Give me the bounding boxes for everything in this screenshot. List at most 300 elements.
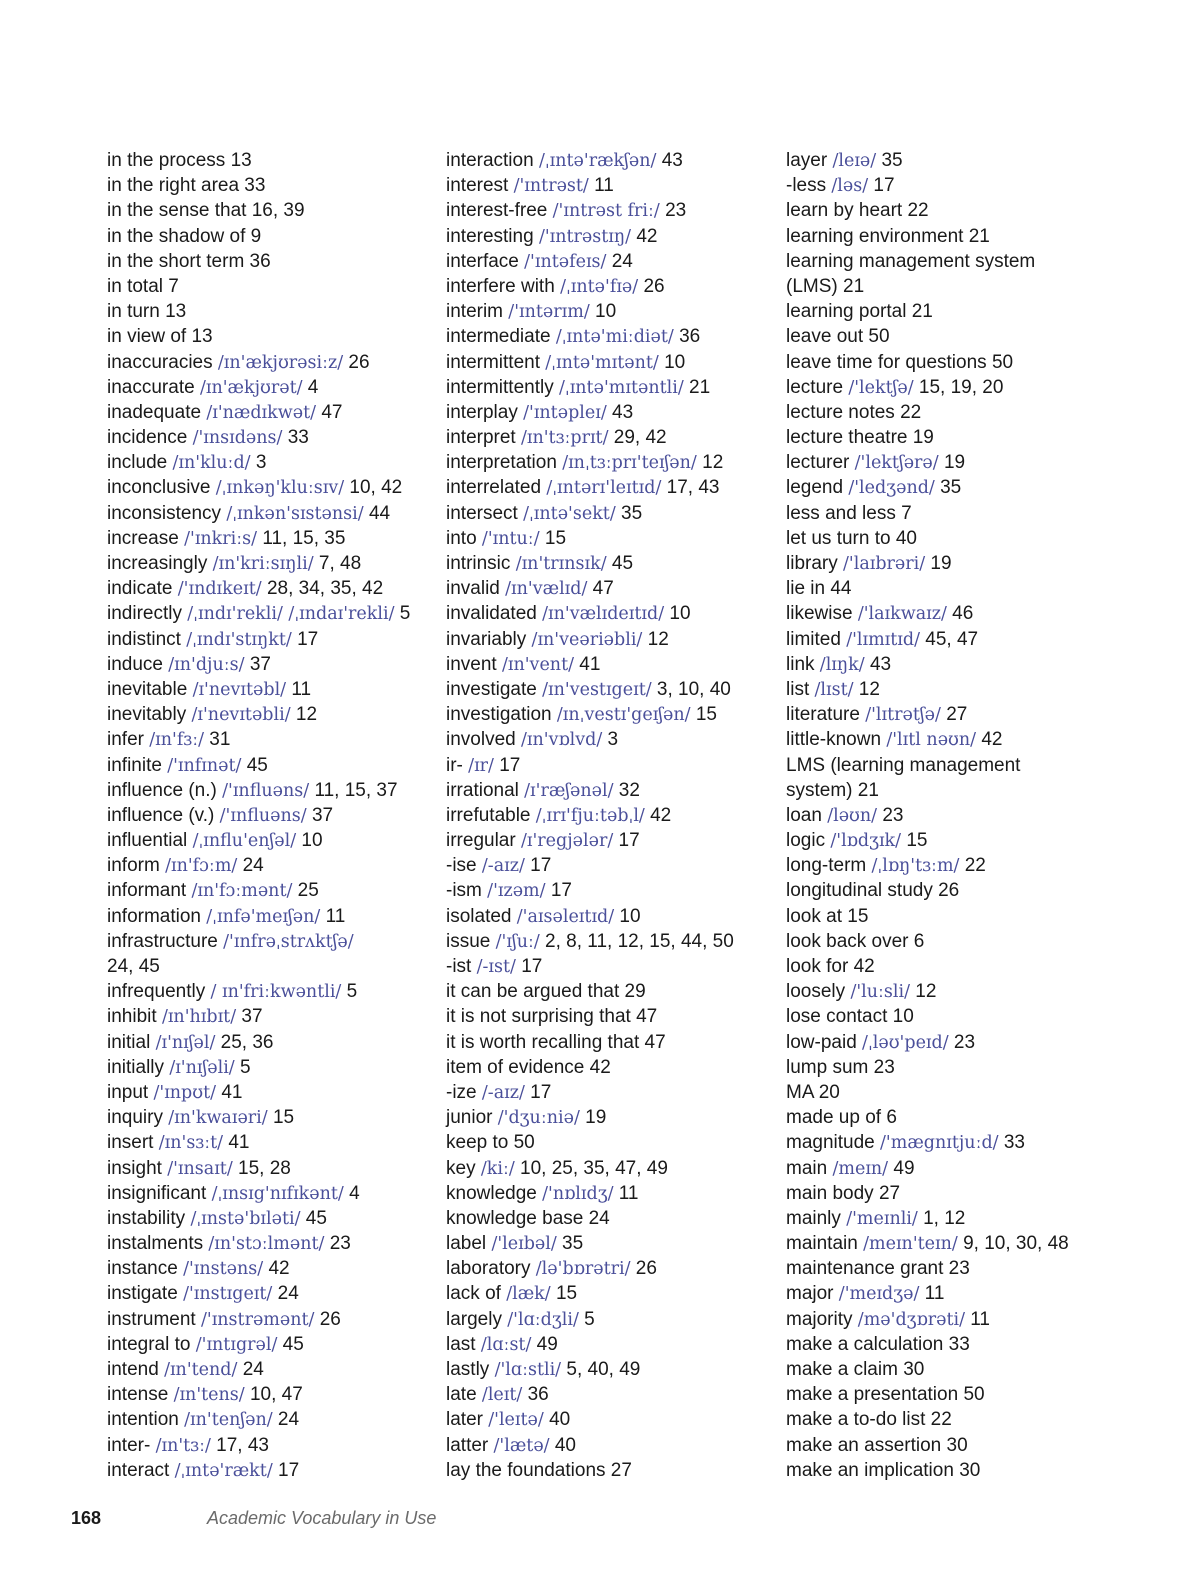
entry-headword: inhibit [107,1006,157,1028]
index-entry [446,1433,776,1458]
entry-unit-numbers: 17 [530,855,552,877]
index-entry [446,350,776,375]
entry-pronunciation: /ɪn'tɜːprɪt/ [520,428,609,449]
index-entry [446,1332,776,1357]
index-entry [446,299,776,324]
entry-headword: inevitably [107,704,187,726]
entry-pronunciation: /ɪn'stɔːlmənt/ [208,1234,325,1255]
index-entry [786,375,1116,400]
entry-unit-numbers: 17 [550,880,572,902]
index-entry [786,425,1116,450]
entry-pronunciation: /ɪn'kluːd/ [172,453,251,474]
entry-pronunciation: /'laɪkwaɪz/ [857,604,947,625]
entry-pronunciation: /ɪn'vestɪgeɪt/ [542,679,652,700]
index-entry [107,526,437,551]
index-entry [786,853,1116,878]
index-entry [107,198,437,223]
entry-headword: isolated [446,905,512,927]
entry-unit-numbers: 24 [277,1283,299,1305]
entry-unit-numbers: 42 [650,804,672,826]
entry-text: let us turn to 40 [786,527,917,549]
index-entry [446,1458,776,1483]
entry-unit-numbers: 10 [619,905,641,927]
entry-headword: intend [107,1359,159,1380]
index-entry [107,1055,437,1080]
entry-headword: literature [786,704,860,726]
entry-headword: inform [107,855,160,877]
entry-unit-numbers: 35 [881,150,903,171]
entry-headword: interplay [446,401,518,423]
entry-headword: initially [107,1056,165,1078]
entry-headword: issue [446,930,491,952]
entry-unit-numbers: 15 [272,1107,295,1129]
entry-headword: instalments [107,1233,204,1255]
index-entry [786,1433,1116,1458]
entry-pronunciation: /ˌlɒŋ'tɜːm/ [871,856,960,877]
entry-headword: inconsistency [107,502,222,524]
entry-pronunciation: /'lɪtrətʃə/ [865,705,941,726]
entry-headword: interesting [446,225,534,247]
index-column-1 [107,148,437,1483]
entry-unit-numbers: 15 [906,830,928,852]
index-entry [786,1080,1116,1105]
entry-pronunciation: /leɪə/ [832,151,877,171]
entry-headword: last [446,1333,476,1355]
entry-pronunciation: /'meɪdʒə/ [838,1284,920,1305]
entry-headword: -ist [446,956,472,977]
index-entry [446,878,776,903]
entry-headword: inevitable [107,678,188,700]
index-entry [446,1382,776,1407]
entry-unit-numbers: 41 [228,1132,250,1154]
entry-text: (LMS) 21 [786,275,865,297]
entry-pronunciation: /ˌɪntə'mɪtəntli/ [558,377,684,398]
entry-text: knowledge base 24 [446,1207,610,1229]
entry-unit-numbers: 27 [946,704,968,726]
entry-pronunciation: /'ɪntrəst/ [513,176,589,197]
entry-headword: maintain [786,1233,858,1255]
index-entry [107,1130,437,1155]
entry-headword: investigation [446,704,552,726]
entry-unit-numbers: 28, 34, 35, 42 [266,578,384,600]
entry-text: in total 7 [107,275,179,297]
entry-headword: knowledge [446,1182,537,1204]
entry-unit-numbers: 24 [611,250,633,272]
entry-headword: main [786,1157,828,1179]
entry-headword: lecture [786,376,844,398]
entry-pronunciation: /ɪn'kriːsɪŋli/ [212,554,314,574]
entry-headword: loan [786,804,822,826]
entry-headword: involved [446,729,516,751]
entry-unit-numbers: 37 [249,653,271,675]
entry-pronunciation: /ɪnˌvestɪ'geɪʃən/ [556,705,691,726]
entry-pronunciation: /ɪn'fɔːm/ [165,856,238,877]
entry-pronunciation: /ɪ'nevɪtəbli/ [191,705,291,726]
index-entry [107,1004,437,1029]
index-entry [786,601,1116,626]
entry-headword: -less [786,175,827,197]
entry-headword: late [446,1384,477,1406]
entry-headword: little-known [786,729,882,751]
entry-unit-numbers: 11 [924,1283,945,1305]
index-entry [446,929,776,954]
index-entry [446,778,776,803]
entry-pronunciation: /ɪn'tenʃən/ [184,1410,273,1431]
index-entry [107,1080,437,1105]
entry-headword: later [446,1409,483,1431]
entry-unit-numbers: 43 [612,401,634,423]
entry-unit-numbers: 10, 25, 35, 47, 49 [520,1157,668,1179]
index-entry [786,400,1116,425]
entry-headword: largely [446,1308,502,1330]
index-entry [446,1231,776,1256]
index-entry [107,375,437,400]
entry-headword: infinite [107,754,162,776]
index-entry [786,1105,1116,1130]
entry-text: less and less 7 [786,502,912,524]
entry-unit-numbers: 19 [943,452,966,474]
index-entry [786,1332,1116,1357]
entry-pronunciation: /ˌɪntə'sekt/ [523,503,616,524]
index-entry [446,450,776,475]
index-entry [107,400,437,425]
entry-headword: latter [446,1434,489,1456]
entry-headword: influence (n.) [107,779,217,801]
entry-pronunciation: /ɪn'djuːs/ [168,654,245,675]
entry-unit-numbers: 42 [268,1258,290,1280]
entry-unit-numbers: 11 [618,1182,639,1204]
index-entry [107,1307,437,1332]
entry-headword: include [107,452,168,474]
entry-unit-numbers: 17 [521,956,543,977]
entry-text: in view of 13 [107,326,213,348]
entry-unit-numbers: 3 [607,729,619,751]
entry-headword: long-term [786,855,867,877]
entry-headword: initial [107,1031,151,1053]
index-entry [786,702,1116,727]
entry-pronunciation: /'ɪnstəns/ [183,1259,264,1280]
index-entry [786,299,1116,324]
index-entry [107,425,437,450]
entry-unit-numbers: 19 [930,553,952,574]
entry-headword: laboratory [446,1258,531,1280]
index-entry [446,576,776,601]
entry-headword: invent [446,653,497,675]
entry-headword: ir- [446,754,463,776]
entry-headword: influential [107,830,188,852]
index-entry [786,475,1116,500]
index-entry [107,1156,437,1181]
index-entry [107,652,437,677]
entry-unit-numbers: 17 [618,830,640,852]
entry-headword: interact [107,1459,170,1481]
entry-unit-numbers: 19 [585,1107,607,1129]
entry-headword: logic [786,830,826,852]
entry-headword: junior [446,1107,493,1129]
entry-headword: instance [107,1258,178,1280]
entry-unit-numbers: 42 [636,225,658,247]
entry-text: 24, 45 [107,956,160,977]
entry-unit-numbers: 21 [689,376,711,398]
entry-unit-numbers: 12 [858,678,880,700]
entry-headword: invariably [446,628,527,650]
index-entry [107,727,437,752]
entry-headword: induce [107,653,163,675]
entry-headword: -ize [446,1081,477,1103]
book-title: Academic Vocabulary in Use [207,1508,437,1528]
index-entry [107,1256,437,1281]
index-entry [786,324,1116,349]
index-entry [786,576,1116,601]
entry-headword: intense [107,1384,169,1406]
index-entry [107,904,437,929]
entry-pronunciation: /ɪn'tɜː/ [155,1435,211,1456]
entry-pronunciation: /lə'bɒrətri/ [535,1259,631,1280]
index-entry [446,601,776,626]
entry-headword: increasingly [107,553,208,574]
entry-pronunciation: /læk/ [506,1284,551,1305]
index-entry [786,224,1116,249]
entry-pronunciation: /ˌɪntə'fɪə/ [560,276,639,297]
entry-pronunciation: /'meɪnli/ [846,1208,918,1229]
index-entry [107,551,437,576]
entry-text: it can be argued that 29 [446,981,646,1003]
entry-headword: limited [786,628,841,650]
entry-text: lose contact 10 [786,1006,914,1028]
entry-unit-numbers: 33 [1003,1132,1025,1154]
entry-headword: inquiry [107,1107,163,1129]
entry-text: in the sense that 16, 39 [107,200,305,222]
entry-unit-numbers: 5 [239,1056,251,1078]
index-entry [446,954,776,979]
index-entry [107,576,437,601]
page-number: 168 [71,1508,102,1528]
entry-headword: inaccurate [107,376,195,398]
entry-pronunciation: /ɪr/ [468,755,494,776]
entry-unit-numbers: 15 [555,1283,578,1305]
entry-pronunciation: /'lɑːstli/ [494,1360,562,1380]
entry-unit-numbers: 23 [665,200,687,222]
entry-headword: indistinct [107,628,181,650]
index-entry [107,803,437,828]
entry-pronunciation: /ˌɪndɪ'rekli/ /ˌɪndaɪ'rekli/ [187,604,395,625]
entry-pronunciation: /ɪ'nɪʃəl/ [155,1032,216,1053]
index-entry [786,1382,1116,1407]
entry-pronunciation: /'ɪntəfeɪs/ [524,251,607,272]
entry-unit-numbers: 15 [695,704,717,726]
index-entry [107,828,437,853]
entry-unit-numbers: 37 [241,1006,263,1028]
entry-unit-numbers: 40 [549,1409,571,1431]
entry-headword: low-paid [786,1031,857,1053]
entry-text: make a calculation 33 [786,1333,970,1355]
index-entry [107,1458,437,1483]
entry-unit-numbers: 31 [209,729,231,751]
index-entry [107,274,437,299]
entry-pronunciation: /ˌɪnkən'sɪstənsi/ [226,503,364,524]
entry-text: lump sum 23 [786,1056,895,1078]
entry-pronunciation: /'ɪntɪgrəl/ [195,1334,278,1355]
entry-unit-numbers: 24 [277,1409,300,1431]
index-entry [107,249,437,274]
entry-pronunciation: /'ɪnfluəns/ [219,805,307,826]
index-entry [786,501,1116,526]
entry-unit-numbers: 11, 15, 37 [314,779,398,801]
entry-unit-numbers: 17 [530,1081,552,1103]
entry-unit-numbers: 24 [242,1359,264,1380]
index-entry [446,1105,776,1130]
entry-headword: indicate [107,578,173,600]
index-entry [786,954,1116,979]
index-entry [107,1030,437,1055]
entry-pronunciation: /'ɪzəm/ [487,881,546,902]
index-entry [107,702,437,727]
index-entry [107,450,437,475]
entry-pronunciation: /ɪn'vælɪd/ [505,579,588,600]
entry-text: look at 15 [786,905,869,927]
entry-pronunciation: /-aɪz/ [481,856,525,877]
entry-pronunciation: /ɪn'trɪnsɪk/ [515,554,607,574]
entry-pronunciation: /ɪn'hɪbɪt/ [161,1007,237,1028]
index-entry [786,249,1116,274]
entry-unit-numbers: 5 [346,981,358,1003]
entry-unit-numbers: 32 [618,779,640,801]
entry-unit-numbers: 4 [307,376,319,398]
entry-unit-numbers: 10 [595,301,617,323]
entry-pronunciation: /'luːsli/ [850,982,910,1003]
index-entry [107,778,437,803]
index-entry [446,904,776,929]
entry-pronunciation: /ɪn'fɔːmənt/ [191,881,293,902]
entry-text: made up of 6 [786,1107,897,1129]
index-entry [446,1156,776,1181]
index-entry [446,979,776,1004]
entry-pronunciation: /'ɪntəpleɪ/ [523,402,607,423]
entry-unit-numbers: 45 [282,1333,304,1355]
entry-text: look for 42 [786,956,875,977]
entry-pronunciation: /'ɪnpʊt/ [153,1082,217,1103]
entry-unit-numbers: 10, 42 [349,477,403,499]
entry-text: in the short term 36 [107,250,271,272]
entry-text: it is not surprising that 47 [446,1006,658,1028]
entry-unit-numbers: 12 [915,981,937,1003]
index-entry [786,878,1116,903]
index-entry [107,299,437,324]
entry-unit-numbers: 15, 28 [238,1157,291,1179]
index-entry [786,198,1116,223]
index-entry [107,324,437,349]
entry-pronunciation: /ɪnˌtɜːprɪ'teɪʃən/ [562,453,697,474]
entry-unit-numbers: 11 [594,175,614,197]
index-entry [786,1055,1116,1080]
index-entry [107,753,437,778]
index-entry [786,753,1116,778]
entry-pronunciation: /ɪn'kwaɪəri/ [168,1108,268,1129]
index-entry [446,677,776,702]
entry-text: leave out 50 [786,326,890,348]
index-entry [446,1004,776,1029]
entry-unit-numbers: 7, 48 [318,553,362,574]
entry-pronunciation: /'leɪbəl/ [491,1234,557,1255]
index-entry [107,677,437,702]
entry-headword: mainly [786,1207,841,1229]
entry-pronunciation: /ˌɪnflu'enʃəl/ [192,831,297,852]
entry-headword: interface [446,250,519,272]
entry-unit-numbers: 9, 10, 30, 48 [963,1233,1069,1255]
entry-unit-numbers: 17, 43 [666,477,720,499]
index-entry [446,249,776,274]
entry-pronunciation: /'laɪbrəri/ [843,554,926,574]
entry-headword: lastly [446,1359,490,1380]
entry-text: lecture theatre 19 [786,427,934,449]
index-entry [786,979,1116,1004]
entry-text: leave time for questions 50 [786,351,1014,373]
index-entry [446,627,776,652]
entry-unit-numbers: 4 [349,1182,360,1204]
entry-pronunciation: /ˌɪnfə'meɪʃən/ [206,906,321,927]
entry-headword: inadequate [107,401,202,423]
entry-headword: legend [786,477,844,499]
entry-text: in the process 13 [107,150,252,171]
index-entry [786,803,1116,828]
index-entry [786,828,1116,853]
entry-text: learning environment 21 [786,225,990,247]
index-entry [107,1181,437,1206]
entry-unit-numbers: 26 [348,351,370,373]
index-entry [786,1130,1116,1155]
entry-headword: intermittent [446,351,540,373]
entry-headword: irrational [446,779,519,801]
entry-pronunciation: /'ɪnfluəns/ [222,780,310,801]
entry-pronunciation: /ˌɪntə'rækʃən/ [538,151,657,171]
index-entry [786,1256,1116,1281]
index-entry [446,853,776,878]
entry-headword: interpretation [446,452,557,474]
index-entry [107,1332,437,1357]
entry-unit-numbers: 47 [592,578,614,600]
entry-unit-numbers: 35 [940,477,962,499]
index-entry [446,400,776,425]
index-entry [446,375,776,400]
entry-pronunciation: /ɪ'ræʃənəl/ [524,780,614,801]
entry-unit-numbers: 37 [311,804,334,826]
entry-text: main body 27 [786,1182,901,1204]
entry-unit-numbers: 23 [953,1031,976,1053]
entry-pronunciation: /'dʒuːniə/ [497,1108,580,1129]
entry-pronunciation: /'lɑːdʒli/ [507,1309,579,1330]
index-entry [446,1206,776,1231]
entry-headword: lecturer [786,452,850,474]
entry-unit-numbers: 23 [329,1233,351,1255]
entry-text: it is worth recalling that 47 [446,1031,666,1053]
entry-pronunciation: /ɪn'vælɪdeɪtɪd/ [542,604,665,625]
entry-pronunciation: /ɪ'nædɪkwət/ [206,402,317,423]
index-entry [107,1231,437,1256]
index-entry [786,1458,1116,1483]
entry-text: longitudinal study 26 [786,880,960,902]
entry-unit-numbers: 10, 47 [249,1384,303,1406]
index-entry [786,1181,1116,1206]
index-entry [446,1407,776,1432]
entry-unit-numbers: 22 [964,855,986,877]
entry-headword: intrinsic [446,553,511,574]
entry-unit-numbers: 5, 40, 49 [566,1359,641,1380]
entry-pronunciation: /'leɪtə/ [488,1410,544,1431]
entry-headword: link [786,653,815,675]
index-entry [786,727,1116,752]
index-entry [786,173,1116,198]
entry-headword: investigate [446,678,537,700]
